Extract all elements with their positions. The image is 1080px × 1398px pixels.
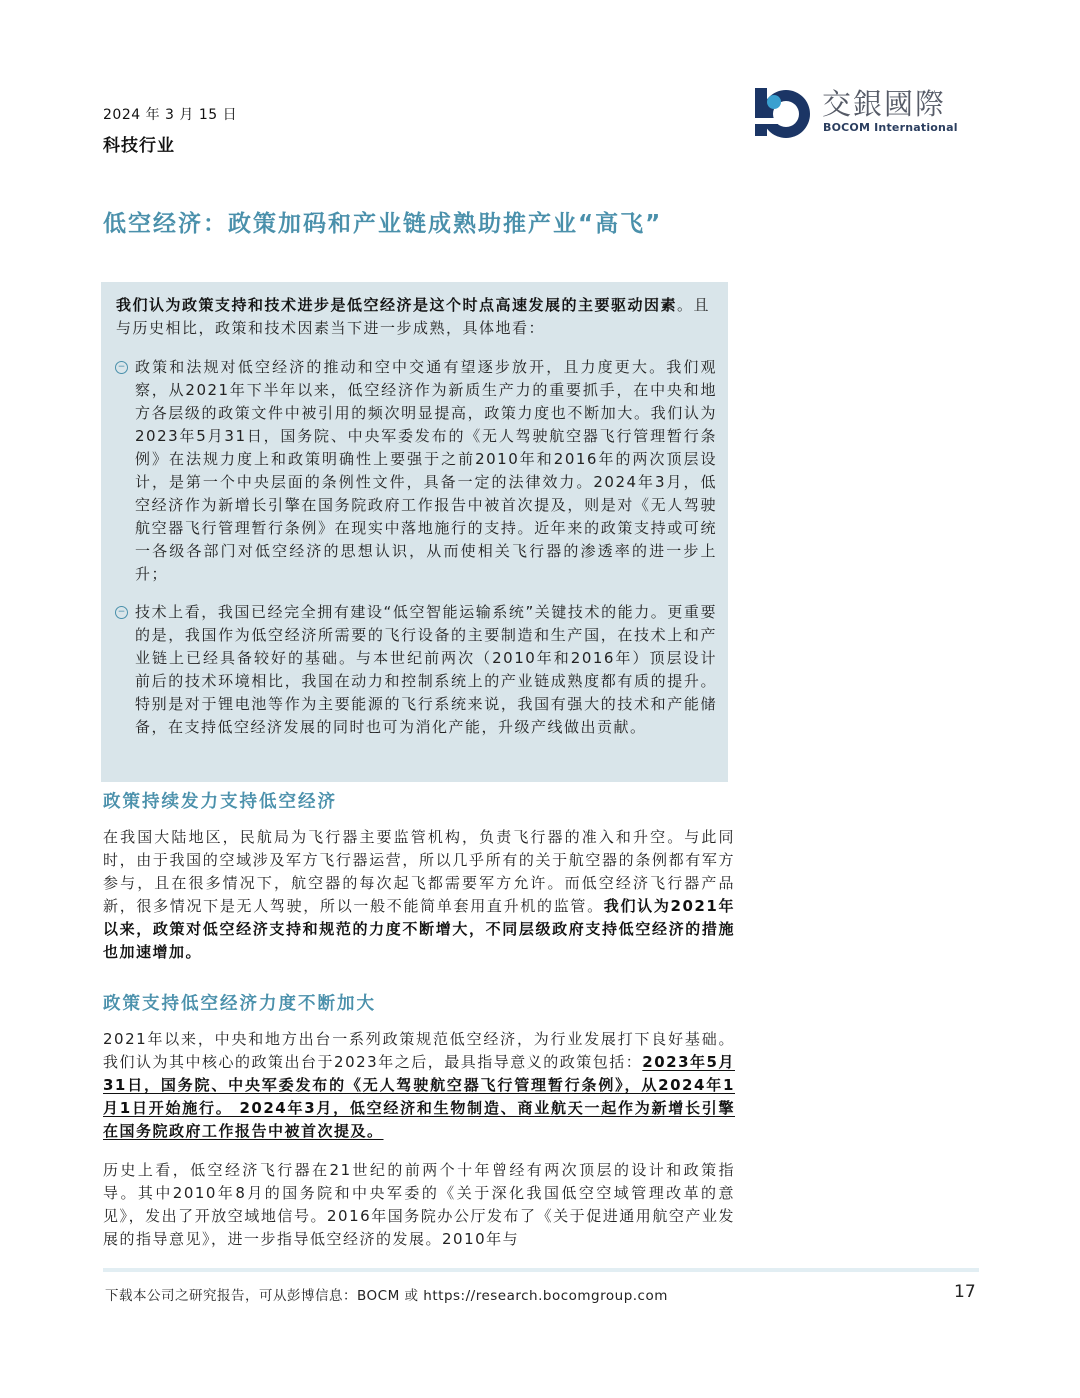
summary-intro-bold: 我们认为政策支持和技术进步是低空经济是这个时点高速发展的主要驱动因素 — [116, 296, 678, 314]
bullet-circle-icon: − — [115, 606, 128, 619]
industry-label: 科技行业 — [103, 136, 175, 156]
summary-bullet-text: 政策和法规对低空经济的推动和空中交通有望逐步放开，且力度更大。我们观察，从2021年下半年以来，低空经济作为新质生产力的重要抓手，在中央和地方各层级的政策文件中被引用的频次明显提高，政策力度也不断加大。我们认为2023年5月31日，国务院、中央军委发布的《无人驾驶航空器飞行管理暂行条例》在法规力度上和政策明确性上要强于之前2010年和2016年的两次顶层设计，是第一个中央层面的条例性文件，具备一定的法律效力。2024年3月，低空经济作为新增长引擎在国务院政府工作报告中被首次提及，则是对《无人驾驶航空器飞行管理暂行条例》在现实中落地施行的支持。近年来的政策支持或可统一各级各部门对低空经济的思想认识，从而使相关飞行器的渗透率的进一步上升； — [135, 358, 717, 583]
paragraph-bold-text: 我们认为2021年以来，政策对低空经济支持和规范的力度不断增大，不同层级政府支持低空经济的措施也加速增加。 — [103, 897, 735, 961]
footer-text: 下载本公司之研究报告，可从彭博信息：BOCM 或 https://research.bocomgroup.com — [105, 1288, 668, 1304]
report-title: 低空经济：政策加码和产业链成熟助推产业“高飞” — [103, 211, 663, 237]
company-logo — [752, 78, 980, 144]
summary-intro — [116, 294, 716, 340]
summary-box — [101, 282, 728, 782]
section-paragraph — [103, 826, 735, 964]
page-number: 17 — [954, 1282, 976, 1302]
logo-english-name: BOCOM International — [823, 121, 958, 134]
paragraph-text: 2021年以来，中央和地方出台一系列政策规范低空经济，为行业发展打下良好基础。我们认为其中核心的政策出台于2023年之后，最具指导意义的政策包括： — [103, 1030, 735, 1071]
logo-chinese-name: 交銀國際 — [822, 87, 947, 121]
summary-bullet-text: 技术上看，我国已经完全拥有建设“低空智能运输系统”关键技术的能力。更重要的是，我国作为低空经济所需要的飞行设备的主要制造和生产国，在技术上和产业链上已经具备较好的基础。与本世纪前两次（2010年和2016年）顶层设计前后的技术环境相比，我国在动力和控制系统上的产业链成熟度都有质的提升。特别是对于锂电池等作为主要能源的飞行系统来说，我国有强大的技术和产能储备，在支持低空经济发展的同时也可为消化产能，升级产线做出贡献。 — [135, 603, 717, 736]
summary-intro-rest: 。且与历史相比，政策和技术因素当下进一步成熟，具体地看： — [116, 296, 711, 337]
report-date: 2024 年 3 月 15 日 — [103, 107, 238, 123]
section-heading: 政策持续发力支持低空经济 — [103, 792, 337, 812]
section-paragraph — [103, 1028, 735, 1143]
paragraph-bold-underlined-text: 2023年5月31日，国务院、中央军委发布的《无人驾驶航空器飞行管理暂行条例》，从2024年1月1日开始施行。 2024年3月，低空经济和生物制造、商业航天一起作为新增长引擎在国务院政府工作报告中被首次提及。 — [103, 1053, 735, 1140]
bullet-circle-icon: − — [115, 361, 128, 374]
section-heading: 政策支持低空经济力度不断加大 — [103, 994, 376, 1014]
logo-mark-icon — [752, 78, 816, 142]
footer-divider — [103, 1268, 979, 1272]
section-paragraph: 历史上看，低空经济飞行器在21世纪的前两个十年曾经有两次顶层的设计和政策指导。其中2010年8月的国务院和中央军委的《关于深化我国低空空域管理改革的意见》，发出了开放空域地信号。2016年国务院办公厅发布了《关于促进通用航空产业发展的指导意见》，进一步指导低空经济的发展。2010年与 — [103, 1161, 735, 1248]
paragraph-text: 在我国大陆地区，民航局为飞行器主要监管机构，负责飞行器的准入和升空。与此同时，由于我国的空域涉及军方飞行器运营，所以几乎所有的关于航空器的条例都有军方参与，且在很多情况下，航空器的每次起飞都需要军方允许。而低空经济飞行器产品新，很多情况下是无人驾驶，所以一般不能简单套用直升机的监管。 — [103, 828, 735, 915]
